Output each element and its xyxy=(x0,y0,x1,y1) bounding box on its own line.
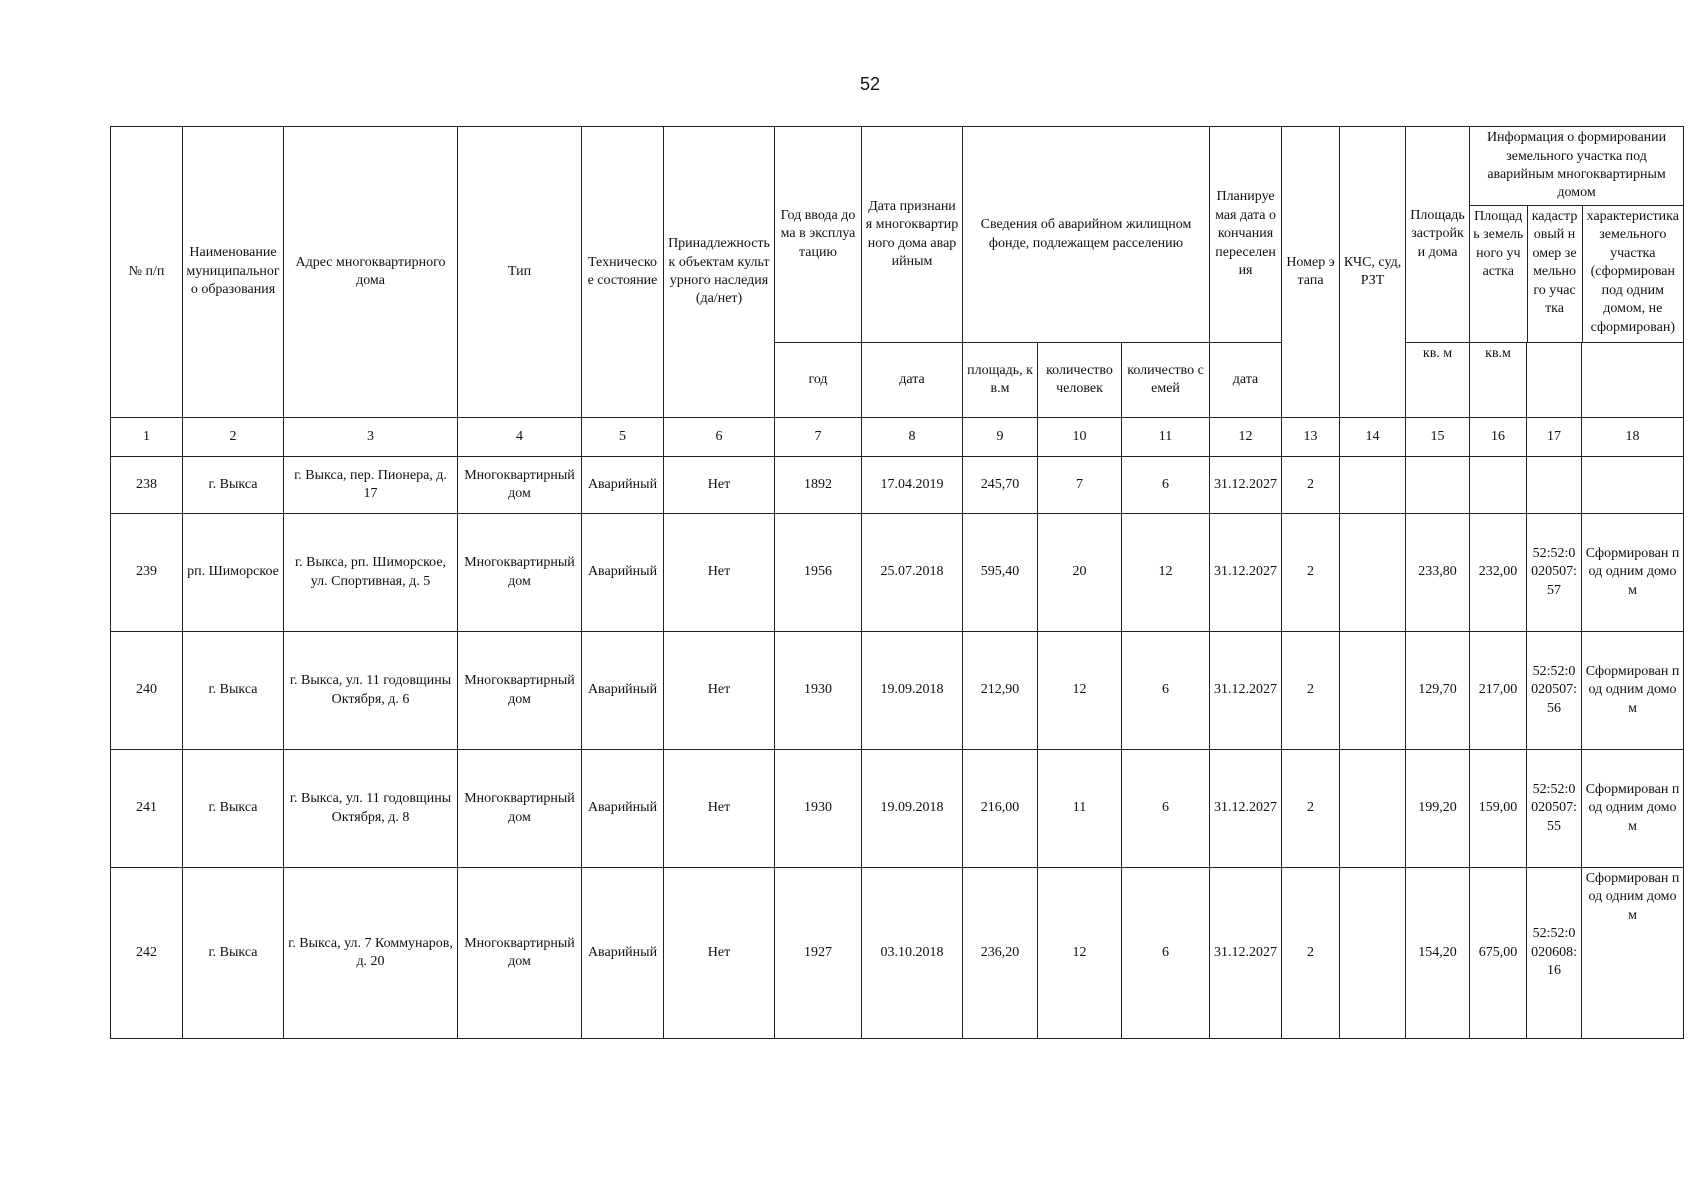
column-number: 9 xyxy=(963,418,1038,457)
header-recognition-date: Дата признания многоквартирного дома аварийным xyxy=(862,127,963,343)
header-sub-year: год xyxy=(775,343,862,418)
cell-date: 19.09.2018 xyxy=(862,750,963,868)
header-sub-cadastral-blank xyxy=(1527,343,1582,418)
column-number: 15 xyxy=(1406,418,1470,457)
cell-type: Многоквартирный дом xyxy=(458,868,582,1039)
cell-stage: 2 xyxy=(1282,750,1340,868)
header-housing-info: Сведения об аварийном жилищном фонде, подлежащем расселению xyxy=(963,127,1210,343)
cell-municipality: г. Выкса xyxy=(183,750,284,868)
cell-number: 238 xyxy=(111,457,183,514)
column-number: 14 xyxy=(1340,418,1406,457)
header-number: № п/п xyxy=(111,127,183,418)
cell-cadastral: 52:52:0020507:55 xyxy=(1527,750,1582,868)
header-land-area: Площадь земельного участка xyxy=(1470,206,1527,343)
header-sub-families: количество семей xyxy=(1122,343,1210,418)
header-sub-date: дата xyxy=(862,343,963,418)
cell-type: Многоквартирный дом xyxy=(458,632,582,750)
table-row xyxy=(111,514,1684,632)
cell-building-area: 154,20 xyxy=(1406,868,1470,1039)
cell-municipality: г. Выкса xyxy=(183,457,284,514)
cell-state: Аварийный xyxy=(582,868,664,1039)
header-sub-land-char-blank xyxy=(1582,343,1684,418)
cell-heritage: Нет xyxy=(664,514,775,632)
cell-heritage: Нет xyxy=(664,750,775,868)
table-row xyxy=(111,632,1684,750)
column-number: 5 xyxy=(582,418,664,457)
column-numbers-row xyxy=(111,418,1684,457)
cell-state: Аварийный xyxy=(582,750,664,868)
cell-address: г. Выкса, пер. Пионера, д. 17 xyxy=(284,457,458,514)
cell-heritage: Нет xyxy=(664,868,775,1039)
header-stage-number: Номер этапа xyxy=(1282,127,1340,418)
cell-plan-date: 31.12.2027 xyxy=(1210,514,1282,632)
cell-stage: 2 xyxy=(1282,514,1340,632)
cell-address: г. Выкса, рп. Шиморское, ул. Спортивная, д. 5 xyxy=(284,514,458,632)
header-planned-date: Планируемая дата окончания переселения xyxy=(1210,127,1282,343)
header-heritage: Принадлежность к объектам культурного наследия (да/нет) xyxy=(664,127,775,418)
cell-plan-date: 31.12.2027 xyxy=(1210,632,1282,750)
cell-area: 236,20 xyxy=(963,868,1038,1039)
cell-date: 19.09.2018 xyxy=(862,632,963,750)
header-sub-land-area-unit: кв.м xyxy=(1470,343,1527,418)
cell-state: Аварийный xyxy=(582,514,664,632)
column-number: 18 xyxy=(1582,418,1684,457)
cell-state: Аварийный xyxy=(582,457,664,514)
cell-type: Многоквартирный дом xyxy=(458,514,582,632)
header-sub-area: площадь, кв.м xyxy=(963,343,1038,418)
cell-kchs xyxy=(1340,514,1406,632)
table-row xyxy=(111,868,1684,1039)
header-kchs: КЧС, суд, РЗТ xyxy=(1340,127,1406,418)
cell-land-area: 217,00 xyxy=(1470,632,1527,750)
column-number: 7 xyxy=(775,418,862,457)
header-land-char: характеристика земельного участка (сформирован под одним домом, не сформирован) xyxy=(1586,209,1679,335)
cell-cadastral xyxy=(1527,457,1582,514)
cell-municipality: г. Выкса xyxy=(183,868,284,1039)
cell-address: г. Выкса, ул. 11 годовщины Октября, д. 8 xyxy=(284,750,458,868)
cell-type: Многоквартирный дом xyxy=(458,750,582,868)
header-year-commissioned: Год ввода дома в эксплуатацию xyxy=(775,127,862,343)
header-building-area: Площадь застройки дома xyxy=(1406,127,1470,343)
cell-heritage: Нет xyxy=(664,457,775,514)
cell-land-area: 675,00 xyxy=(1470,868,1527,1039)
cell-building-area xyxy=(1406,457,1470,514)
cell-area: 595,40 xyxy=(963,514,1038,632)
column-number: 16 xyxy=(1470,418,1527,457)
cell-type: Многоквартирный дом xyxy=(458,457,582,514)
cell-year: 1892 xyxy=(775,457,862,514)
cell-number: 242 xyxy=(111,868,183,1039)
column-number: 11 xyxy=(1122,418,1210,457)
header-land-plot-group xyxy=(1470,127,1684,343)
cell-land-char: Сформирован под одним домом xyxy=(1582,632,1684,750)
cell-area: 216,00 xyxy=(963,750,1038,868)
cell-land-char: Сформирован под одним домом xyxy=(1582,750,1684,868)
emergency-housing-table xyxy=(110,126,1684,1039)
column-number: 8 xyxy=(862,418,963,457)
cell-families: 12 xyxy=(1122,514,1210,632)
cell-families: 6 xyxy=(1122,457,1210,514)
cell-land-char xyxy=(1582,457,1684,514)
column-number: 1 xyxy=(111,418,183,457)
cell-state: Аварийный xyxy=(582,632,664,750)
cell-stage: 2 xyxy=(1282,457,1340,514)
cell-year: 1930 xyxy=(775,632,862,750)
cell-cadastral: 52:52:0020507:57 xyxy=(1527,514,1582,632)
cell-year: 1956 xyxy=(775,514,862,632)
cell-cadastral: 52:52:0020608:16 xyxy=(1527,868,1582,1039)
header-municipality: Наименование муниципального образования xyxy=(183,127,284,418)
cell-year: 1930 xyxy=(775,750,862,868)
page-number: 52 xyxy=(859,74,881,94)
cell-kchs xyxy=(1340,632,1406,750)
table-row xyxy=(111,457,1684,514)
cell-families: 6 xyxy=(1122,750,1210,868)
cell-people: 12 xyxy=(1038,868,1122,1039)
cell-people: 11 xyxy=(1038,750,1122,868)
cell-date: 25.07.2018 xyxy=(862,514,963,632)
cell-area: 212,90 xyxy=(963,632,1038,750)
cell-municipality: г. Выкса xyxy=(183,632,284,750)
cell-land-char: Сформирован под одним домом xyxy=(1582,868,1684,1039)
column-number: 13 xyxy=(1282,418,1340,457)
cell-kchs xyxy=(1340,750,1406,868)
header-address: Адрес многоквартирного дома xyxy=(284,127,458,418)
cell-building-area: 233,80 xyxy=(1406,514,1470,632)
cell-people: 20 xyxy=(1038,514,1122,632)
cell-year: 1927 xyxy=(775,868,862,1039)
header-sub-building-area-unit: кв. м xyxy=(1406,343,1470,418)
header-type: Тип xyxy=(458,127,582,418)
cell-people: 7 xyxy=(1038,457,1122,514)
cell-land-area: 232,00 xyxy=(1470,514,1527,632)
cell-land-area xyxy=(1470,457,1527,514)
column-number: 2 xyxy=(183,418,284,457)
column-number: 6 xyxy=(664,418,775,457)
cell-land-char: Сформирован под одним домом xyxy=(1582,514,1684,632)
cell-number: 239 xyxy=(111,514,183,632)
cell-plan-date: 31.12.2027 xyxy=(1210,750,1282,868)
header-sub-plan-date: дата xyxy=(1210,343,1282,418)
cell-number: 240 xyxy=(111,632,183,750)
cell-stage: 2 xyxy=(1282,632,1340,750)
cell-cadastral: 52:52:0020507:56 xyxy=(1527,632,1582,750)
cell-plan-date: 31.12.2027 xyxy=(1210,868,1282,1039)
header-sub-people: количество человек xyxy=(1038,343,1122,418)
column-number: 12 xyxy=(1210,418,1282,457)
cell-date: 17.04.2019 xyxy=(862,457,963,514)
cell-people: 12 xyxy=(1038,632,1122,750)
header-land-plot-info: Информация о формировании земельного участка под аварийным многоквартирным домом xyxy=(1470,127,1683,206)
cell-address: г. Выкса, ул. 7 Коммунаров, д. 20 xyxy=(284,868,458,1039)
cell-address: г. Выкса, ул. 11 годовщины Октября, д. 6 xyxy=(284,632,458,750)
cell-heritage: Нет xyxy=(664,632,775,750)
cell-families: 6 xyxy=(1122,868,1210,1039)
cell-number: 241 xyxy=(111,750,183,868)
column-number: 10 xyxy=(1038,418,1122,457)
cell-kchs xyxy=(1340,868,1406,1039)
column-number: 17 xyxy=(1527,418,1582,457)
cell-families: 6 xyxy=(1122,632,1210,750)
column-number: 4 xyxy=(458,418,582,457)
cell-building-area: 199,20 xyxy=(1406,750,1470,868)
cell-date: 03.10.2018 xyxy=(862,868,963,1039)
header-cadastral: кадастровый номер земельного участка xyxy=(1527,206,1582,343)
header-technical-state: Техническое состояние xyxy=(582,127,664,418)
cell-area: 245,70 xyxy=(963,457,1038,514)
cell-building-area: 129,70 xyxy=(1406,632,1470,750)
cell-municipality: рп. Шиморское xyxy=(183,514,284,632)
cell-stage: 2 xyxy=(1282,868,1340,1039)
cell-land-area: 159,00 xyxy=(1470,750,1527,868)
cell-plan-date: 31.12.2027 xyxy=(1210,457,1282,514)
column-number: 3 xyxy=(284,418,458,457)
cell-kchs xyxy=(1340,457,1406,514)
table-row xyxy=(111,750,1684,868)
